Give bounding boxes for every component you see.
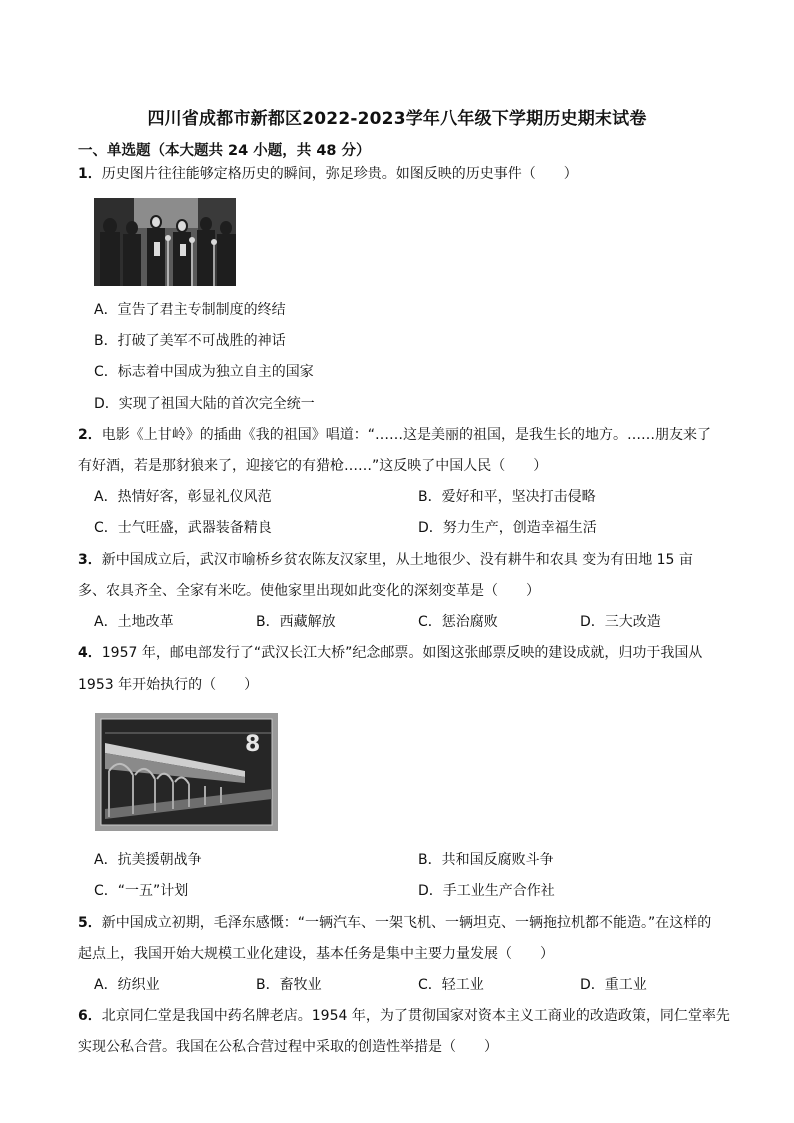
question-2-stem-line-1 bbox=[78, 425, 711, 445]
question-text: 电影《上甘岭》的插曲《我的祖国》唱道：“……这是美丽的祖国，是我生长的地方。……朋友来了 bbox=[101, 427, 712, 443]
question-1-option-b: B．打破了美军不可战胜的神话 bbox=[94, 333, 286, 349]
question-5-option-d: D．重工业 bbox=[580, 977, 647, 993]
question-4-option-d: D．手工业生产合作社 bbox=[418, 883, 555, 899]
question-5-option-c: C．轻工业 bbox=[418, 977, 484, 993]
stamp-bridge bbox=[95, 713, 278, 831]
question-2-option-d: D．努力生产，创造幸福生活 bbox=[418, 520, 597, 536]
question-3-option-a: A．土地改革 bbox=[94, 614, 174, 630]
question-3-option-d: D．三大改造 bbox=[580, 614, 661, 630]
question-6-stem-line-1 bbox=[78, 1006, 730, 1026]
question-2-option-a: A．热情好客，彰显礼仪风范 bbox=[94, 489, 272, 505]
question-3-stem-line-1 bbox=[78, 550, 693, 570]
exam-title: 四川省成都市新都区2022-2023学年八年级下学期历史期末试卷 bbox=[147, 109, 647, 129]
question-5-option-a: A．纺织业 bbox=[94, 977, 160, 993]
question-2-stem-line-2: 有好酒，若是那豺狼来了，迎接它的有猎枪……”这反映了中国人民（ ） bbox=[78, 458, 548, 474]
question-4-option-c: C．“一五”计划 bbox=[94, 883, 189, 899]
stamp-value: 8 bbox=[245, 732, 261, 757]
question-2-option-c: C．士气旺盛，武器装备精良 bbox=[94, 520, 272, 536]
question-number: 5． bbox=[78, 915, 102, 931]
question-1-stem bbox=[78, 164, 578, 184]
question-number: 4． bbox=[78, 645, 102, 661]
question-number: 6． bbox=[78, 1008, 102, 1024]
question-4-option-a: A．抗美援朝战争 bbox=[94, 852, 202, 868]
question-1-option-c: C．标志着中国成为独立自主的国家 bbox=[94, 364, 314, 380]
question-text: 1957 年，邮电部发行了“武汉长江大桥”纪念邮票。如图这张邮票反映的建设成就，归功于我国从 bbox=[101, 645, 703, 661]
section-heading: 一、单选题（本大题共 24 小题，共 48 分） bbox=[78, 143, 371, 159]
bridge-stamp-image bbox=[95, 713, 278, 831]
question-4-option-b: B．共和国反腐败斗争 bbox=[418, 852, 554, 868]
question-5-stem-line-2: 起点上，我国开始大规模工业化建设，基本任务是集中主要力量发展（ ） bbox=[78, 946, 554, 962]
question-text: 历史图片往往能够定格历史的瞬间，弥足珍贵。如图反映的历史事件（ ） bbox=[101, 166, 578, 182]
question-number: 3． bbox=[78, 552, 102, 568]
question-1-option-a: A．宣告了君主专制制度的终结 bbox=[94, 302, 286, 318]
question-4-stem-line-1 bbox=[78, 643, 702, 663]
question-2-option-b: B．爱好和平，坚决打击侵略 bbox=[418, 489, 596, 505]
question-text: 新中国成立后，武汉市喻桥乡贫农陈友汉家里，从土地很少、没有耕牛和农具 变为有田地 15 亩 bbox=[101, 552, 693, 568]
question-text: 新中国成立初期，毛泽东感慨：“一辆汽车、一架飞机、一辆坦克、一辆拖拉机都不能造。”在这样的 bbox=[101, 915, 712, 931]
question-6-stem-line-2: 实现公私合营。我国在公私合营过程中采取的创造性举措是（ ） bbox=[78, 1039, 498, 1055]
question-1-option-d: D．实现了祖国大陆的首次完全统一 bbox=[94, 396, 315, 412]
question-number: 1． bbox=[78, 166, 102, 182]
question-number: 2． bbox=[78, 427, 102, 443]
question-3-option-b: B．西藏解放 bbox=[256, 614, 336, 630]
question-4-stem-line-2: 1953 年开始执行的（ ） bbox=[78, 677, 259, 693]
question-3-option-c: C．惩治腐败 bbox=[418, 614, 498, 630]
question-5-stem-line-1 bbox=[78, 913, 711, 933]
question-5-option-b: B．畜牧业 bbox=[256, 977, 322, 993]
photo-ceremony bbox=[94, 198, 236, 286]
question-3-stem-line-2: 多、农具齐全、全家有米吃。使他家里出现如此变化的深刻变革是（ ） bbox=[78, 583, 540, 599]
historical-photo-image bbox=[94, 198, 236, 286]
question-text: 北京同仁堂是我国中药名牌老店。1954 年，为了贯彻国家对资本主义工商业的改造政策，同仁堂率先 bbox=[101, 1008, 730, 1024]
